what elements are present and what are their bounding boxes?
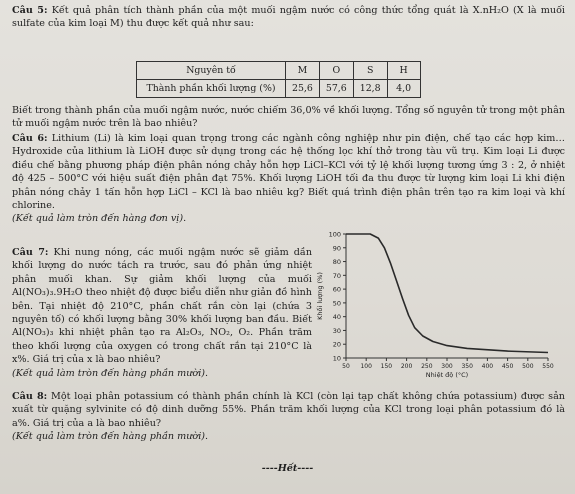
y-tick-label: 70 <box>332 271 341 280</box>
question-5-heading: Câu 5: <box>12 5 48 16</box>
x-tick-label: 150 <box>380 363 393 370</box>
table-cell: Nguyên tố <box>137 62 286 80</box>
question-8-heading: Câu 8: <box>12 391 48 402</box>
y-tick-label: 20 <box>332 340 341 349</box>
series-line <box>346 234 548 353</box>
question-7 <box>12 246 312 380</box>
question-8-note: (Kết quả làm tròn đến hàng phần mười). <box>12 431 209 443</box>
question-6 <box>12 132 565 226</box>
y-tick-label: 40 <box>332 313 341 322</box>
question-7-note: (Kết quả làm tròn đến hàng phần mười). <box>12 367 209 379</box>
x-tick-label: 200 <box>400 363 413 370</box>
x-axis-label: Nhiệt độ (°C) <box>425 371 469 378</box>
x-tick-label: 300 <box>441 363 453 370</box>
table-header-row <box>137 62 421 80</box>
table-cell: 4,0 <box>387 80 420 98</box>
table-cell: Thành phần khối lượng (%) <box>137 80 286 98</box>
x-tick-label: 100 <box>360 363 372 370</box>
x-tick-label: 500 <box>522 363 534 370</box>
y-tick-label: 10 <box>332 354 341 363</box>
question-5 <box>12 4 565 31</box>
question-7-text: Khi nung nóng, các muối ngậm nước sẽ giảm dần khối lượng do nước tách ra trước, sau đó phản ứng nhiệt phân muối khan. Sự giảm khối lượng của muối Al(NO₃)₃.9H₂O theo nhiệt độ được biểu diễn như giản đồ hình bên. Tại nhiệt độ 210°C, phần chất rắn còn lại (chứa 3 nguyên tố) có khối lượng bằng 30% khối lượng ban đầu. Biết Al(NO₃)₃ khi nhiệt phân tạo ra Al₂O₃, NO₂, O₂. Phần trăm theo khối lượng của oxygen có trong chất rắn tại 210°C là x%. Giá trị của x là bao nhiêu? <box>12 247 312 366</box>
table-cell: M <box>286 62 320 80</box>
question-5-after: Biết trong thành phần của muối ngậm nước, nước chiếm 36,0% về khối lượng. Tổng số nguyên tử trong một phân tử muối ngậm nước trên là bao nhiêu? <box>12 105 565 130</box>
y-tick-label: 90 <box>332 244 341 253</box>
element-mass-table <box>136 61 421 98</box>
question-6-note: (Kết quả làm tròn đến hàng đơn vị). <box>12 213 187 225</box>
table-row <box>137 80 421 98</box>
x-tick-label: 400 <box>481 363 494 370</box>
y-axis-label: Khối lượng (%) <box>316 272 324 320</box>
question-8 <box>12 390 565 444</box>
y-tick-label: 50 <box>332 299 341 308</box>
x-tick-label: 450 <box>501 363 514 370</box>
y-tick-label: 30 <box>332 326 341 335</box>
question-6-heading: Câu 6: <box>12 133 48 144</box>
y-tick-label: 60 <box>332 285 341 294</box>
y-tick-label: 80 <box>332 258 341 267</box>
x-tick-label: 350 <box>461 363 473 370</box>
question-5-text: Kết quả phân tích thành phần của một muối ngậm nước có công thức tổng quát là X.nH₂O (X là muối sulfate của kim loại M) thu được kết quả như sau: <box>12 5 566 30</box>
table-cell: 57,6 <box>319 80 353 98</box>
table-cell: S <box>353 62 387 80</box>
end-marker: ----Hết---- <box>261 463 314 474</box>
table-cell: O <box>319 62 353 80</box>
table-cell: 12,8 <box>353 80 387 98</box>
question-7-heading: Câu 7: <box>12 247 49 258</box>
mass-loss-chart <box>312 228 567 378</box>
table-cell: H <box>387 62 420 80</box>
question-6-text: Lithium (Li) là kim loại quan trọng trong các ngành công nghiệp như pin điện, chế tạo các hợp kim… Hydroxide của lithium là LiOH được sử dụng trong các hệ thống lọc khí thở trong tàu vũ trụ. Kim loại Li được điều chế bằng phương pháp điện phân nóng chảy hỗn hợp LiCl–KCl với tỷ lệ khối lượng tương ứng 3 : 2, ở nhiệt độ 425 – 500°C với hiệu suất điện phân đạt 75%. Khối lượng LiOH tối đa thu được từ lượng kim loại Li khi điện phân nóng chảy 1 tấn hỗn hợp LiCl – KCl là bao nhiêu kg? Biết quá trình điện phân trên tạo ra kim loại và khí chlorine. <box>12 133 565 212</box>
x-tick-label: 550 <box>542 363 554 370</box>
y-tick-label: 100 <box>328 230 341 239</box>
x-tick-label: 250 <box>421 363 433 370</box>
table-cell: 25,6 <box>286 80 320 98</box>
x-tick-label: 50 <box>342 363 350 370</box>
question-8-text: Một loại phân potassium có thành phần chính là KCl (còn lại tạp chất không chứa potassium) được sản xuất từ quặng sylvinite có độ dinh dưỡng 55%. Phần trăm khối lượng của KCl trong loại phân potassium đó là a%. Giá trị của a là bao nhiêu? <box>12 391 565 429</box>
